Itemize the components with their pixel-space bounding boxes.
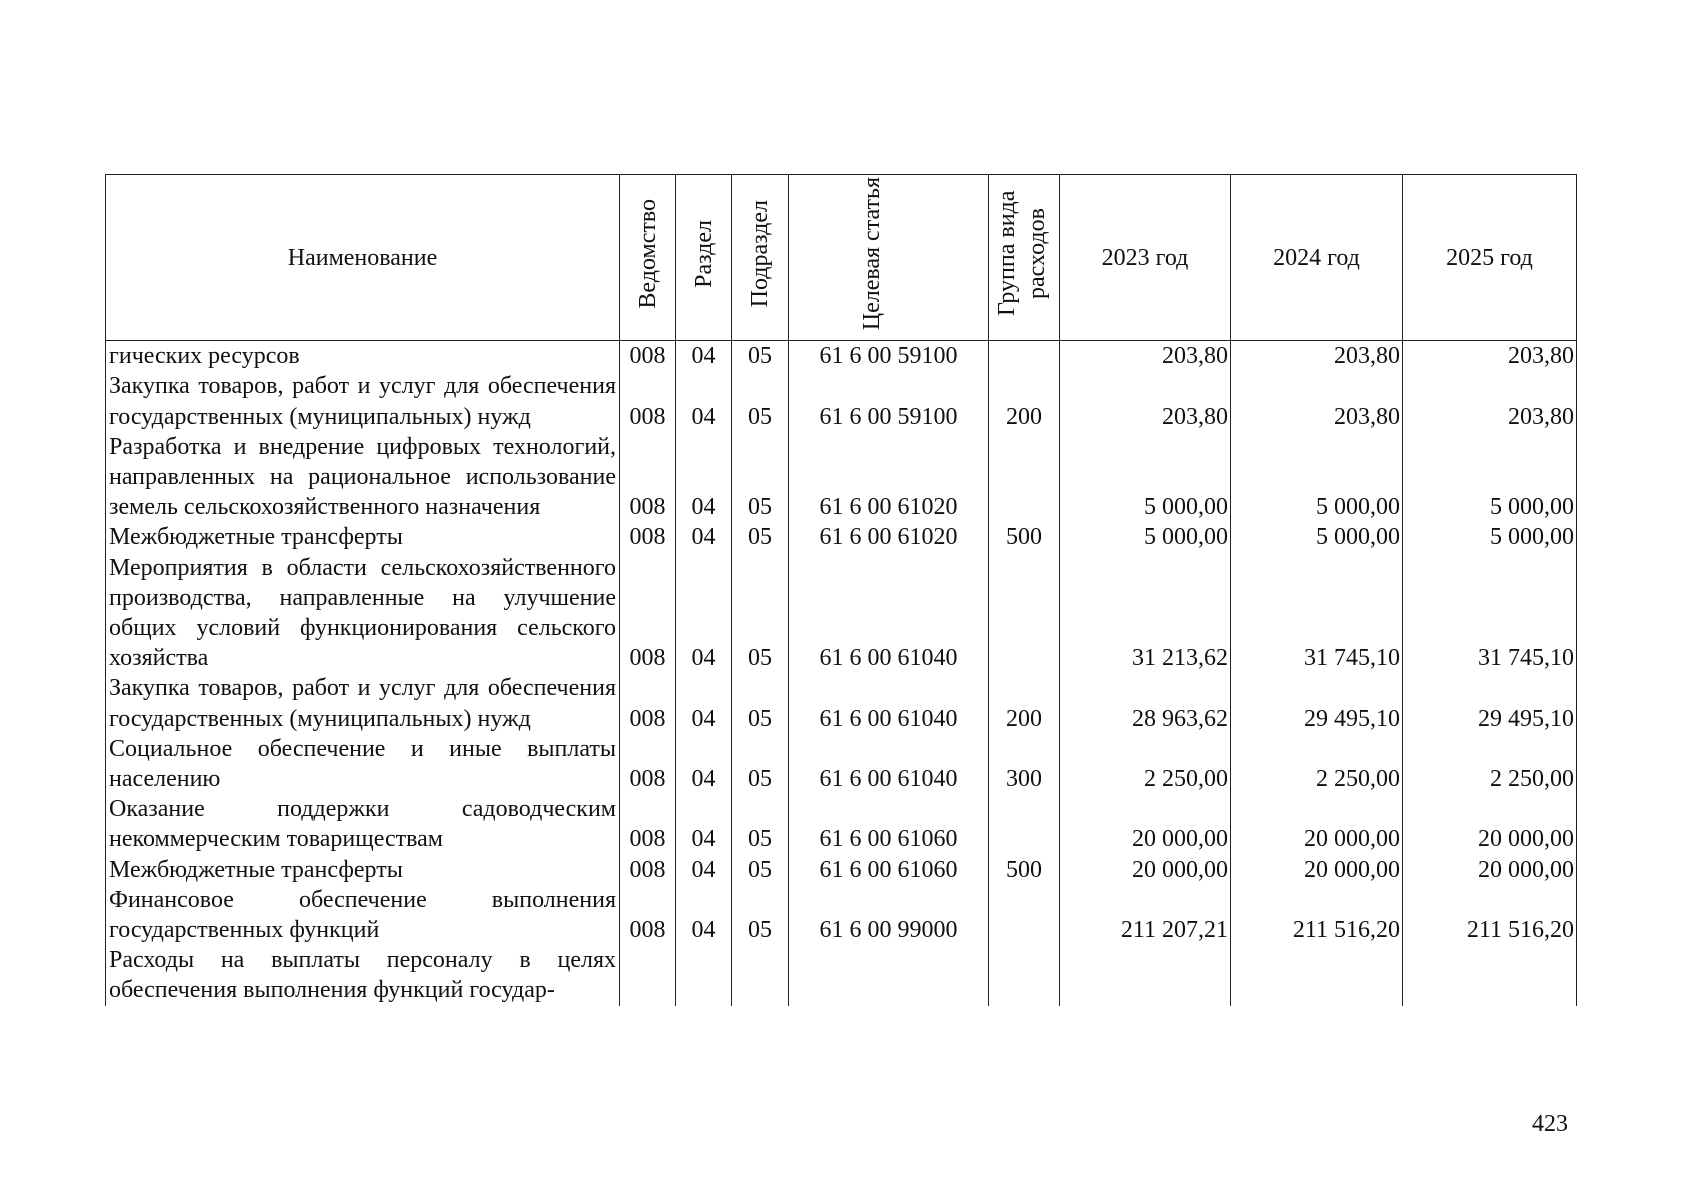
- row-dept: 008: [620, 371, 676, 431]
- row-2025: 20 000,00: [1403, 794, 1577, 854]
- row-2024: [1231, 945, 1403, 1005]
- table-row: [106, 855, 1577, 885]
- row-section: 04: [676, 734, 732, 794]
- header-expense-group: Группа вида расходов: [989, 175, 1060, 341]
- row-expense-group: [989, 794, 1060, 854]
- row-expense-group: [989, 341, 1060, 372]
- row-subsection: 05: [732, 371, 789, 431]
- header-2024: 2024 год: [1231, 175, 1403, 341]
- row-expense-group: [989, 885, 1060, 945]
- row-expense-group: 200: [989, 371, 1060, 431]
- header-2023: 2023 год: [1060, 175, 1231, 341]
- row-2025: 2 250,00: [1403, 734, 1577, 794]
- row-name: Мероприятия в области сельскохозяйственного производства, направленные на улучшение общих условий функционирования сельского хозяйства: [106, 553, 620, 674]
- table-row: [106, 341, 1577, 372]
- row-dept: 008: [620, 341, 676, 372]
- row-2024: 203,80: [1231, 341, 1403, 372]
- row-subsection: 05: [732, 885, 789, 945]
- row-2023: 5 000,00: [1060, 432, 1231, 523]
- row-section: 04: [676, 522, 732, 552]
- row-dept: 008: [620, 673, 676, 733]
- row-2024: 29 495,10: [1231, 673, 1403, 733]
- row-dept: 008: [620, 855, 676, 885]
- header-target: Целевая статья: [789, 175, 989, 341]
- row-expense-group: 200: [989, 673, 1060, 733]
- table-row: [106, 371, 1577, 431]
- row-section: 04: [676, 432, 732, 523]
- row-name: Разработка и внедрение цифровых технологий, направленных на рациональное использование земель сельскохозяйственного назначения: [106, 432, 620, 523]
- row-section: 04: [676, 885, 732, 945]
- header-row: [106, 175, 1577, 341]
- row-name: Оказание поддержки садоводческим некоммерческим товариществам: [106, 794, 620, 854]
- row-section: 04: [676, 553, 732, 674]
- row-2023: 5 000,00: [1060, 522, 1231, 552]
- table-row: [106, 945, 1577, 1005]
- row-target: 61 6 00 61020: [789, 432, 989, 523]
- row-section: 04: [676, 673, 732, 733]
- row-section: [676, 945, 732, 1005]
- row-2024: 203,80: [1231, 371, 1403, 431]
- row-2023: 28 963,62: [1060, 673, 1231, 733]
- row-2023: 31 213,62: [1060, 553, 1231, 674]
- table-row: [106, 794, 1577, 854]
- row-name: Социальное обеспечение и иные выплаты населению: [106, 734, 620, 794]
- row-target: 61 6 00 61040: [789, 553, 989, 674]
- row-2023: 2 250,00: [1060, 734, 1231, 794]
- row-2025: 31 745,10: [1403, 553, 1577, 674]
- row-section: 04: [676, 371, 732, 431]
- row-dept: 008: [620, 885, 676, 945]
- row-2023: 203,80: [1060, 341, 1231, 372]
- budget-table: [105, 174, 1577, 1006]
- row-target: 61 6 00 59100: [789, 341, 989, 372]
- row-target: 61 6 00 61060: [789, 794, 989, 854]
- row-subsection: 05: [732, 855, 789, 885]
- row-name: Расходы на выплаты персоналу в целях обеспечения выполнения функций государ-: [106, 945, 620, 1005]
- row-dept: 008: [620, 522, 676, 552]
- header-subsection: Подраздел: [732, 175, 789, 341]
- row-target: 61 6 00 61060: [789, 855, 989, 885]
- row-name: Закупка товаров, работ и услуг для обеспечения государственных (муниципальных) нужд: [106, 371, 620, 431]
- row-2023: 20 000,00: [1060, 794, 1231, 854]
- row-expense-group: [989, 553, 1060, 674]
- table-row: [106, 885, 1577, 945]
- row-dept: 008: [620, 794, 676, 854]
- row-expense-group: [989, 945, 1060, 1005]
- row-target: 61 6 00 61040: [789, 673, 989, 733]
- row-name: гических ресурсов: [106, 341, 620, 372]
- header-dept: Ведомство: [620, 175, 676, 341]
- row-target: 61 6 00 61040: [789, 734, 989, 794]
- row-dept: [620, 945, 676, 1005]
- row-subsection: 05: [732, 734, 789, 794]
- row-2023: [1060, 945, 1231, 1005]
- row-subsection: 05: [732, 553, 789, 674]
- row-section: 04: [676, 855, 732, 885]
- row-2025: 5 000,00: [1403, 522, 1577, 552]
- row-2025: 203,80: [1403, 341, 1577, 372]
- page-number: 423: [1532, 1111, 1568, 1137]
- header-2025: 2025 год: [1403, 175, 1577, 341]
- row-subsection: 05: [732, 522, 789, 552]
- row-2023: 20 000,00: [1060, 855, 1231, 885]
- row-dept: 008: [620, 432, 676, 523]
- row-2024: 2 250,00: [1231, 734, 1403, 794]
- table-row: [106, 432, 1577, 523]
- row-2023: 203,80: [1060, 371, 1231, 431]
- row-2023: 211 207,21: [1060, 885, 1231, 945]
- row-2024: 20 000,00: [1231, 794, 1403, 854]
- row-name: Финансовое обеспечение выполнения государственных функций: [106, 885, 620, 945]
- row-2025: 211 516,20: [1403, 885, 1577, 945]
- row-2025: 203,80: [1403, 371, 1577, 431]
- row-name: Межбюджетные трансферты: [106, 855, 620, 885]
- row-target: [789, 945, 989, 1005]
- row-2024: 211 516,20: [1231, 885, 1403, 945]
- row-target: 61 6 00 99000: [789, 885, 989, 945]
- row-section: 04: [676, 341, 732, 372]
- header-section: Раздел: [676, 175, 732, 341]
- row-2024: 20 000,00: [1231, 855, 1403, 885]
- row-2025: 20 000,00: [1403, 855, 1577, 885]
- row-dept: 008: [620, 734, 676, 794]
- row-2024: 31 745,10: [1231, 553, 1403, 674]
- row-expense-group: [989, 432, 1060, 523]
- row-subsection: 05: [732, 673, 789, 733]
- row-name: Закупка товаров, работ и услуг для обеспечения государственных (муниципальных) нужд: [106, 673, 620, 733]
- row-expense-group: 300: [989, 734, 1060, 794]
- row-2024: 5 000,00: [1231, 522, 1403, 552]
- table-row: [106, 522, 1577, 552]
- row-2025: 5 000,00: [1403, 432, 1577, 523]
- row-subsection: 05: [732, 794, 789, 854]
- header-name: Наименование: [106, 175, 620, 341]
- table-row: [106, 673, 1577, 733]
- row-section: 04: [676, 794, 732, 854]
- row-name: Межбюджетные трансферты: [106, 522, 620, 552]
- row-2025: [1403, 945, 1577, 1005]
- row-dept: 008: [620, 553, 676, 674]
- row-subsection: 05: [732, 341, 789, 372]
- row-subsection: 05: [732, 432, 789, 523]
- row-expense-group: 500: [989, 522, 1060, 552]
- row-target: 61 6 00 61020: [789, 522, 989, 552]
- row-2025: 29 495,10: [1403, 673, 1577, 733]
- table-row: [106, 553, 1577, 674]
- row-2024: 5 000,00: [1231, 432, 1403, 523]
- row-target: 61 6 00 59100: [789, 371, 989, 431]
- row-expense-group: 500: [989, 855, 1060, 885]
- table-body: [106, 341, 1577, 1006]
- table-row: [106, 734, 1577, 794]
- row-subsection: [732, 945, 789, 1005]
